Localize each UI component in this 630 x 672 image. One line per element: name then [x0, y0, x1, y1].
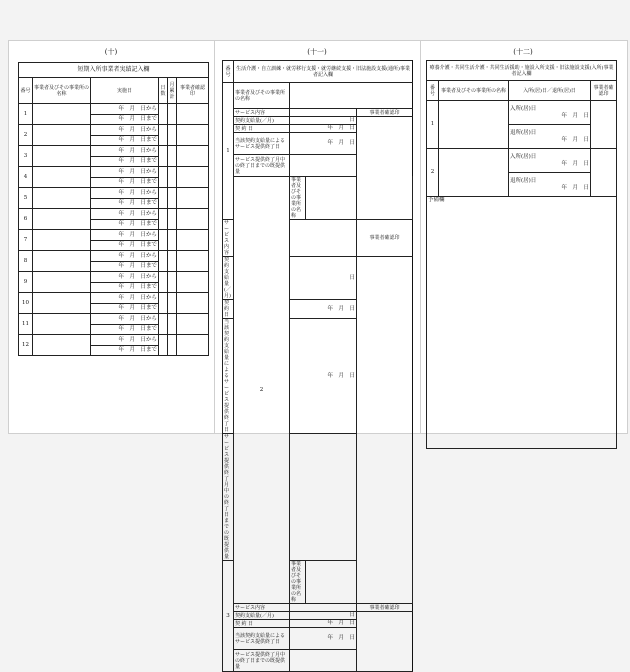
row-number: 3: [19, 146, 33, 167]
end-date-cell[interactable]: 年 月 日: [290, 628, 357, 650]
service-label: サービス内容: [223, 220, 234, 257]
period-from-cell[interactable]: 年 月 日から: [91, 335, 159, 346]
provider-name-cell[interactable]: [439, 101, 509, 149]
supplied-qty-cell[interactable]: [290, 650, 357, 672]
contract-date-cell[interactable]: 年 月 日: [290, 300, 357, 319]
residential-rows: [427, 101, 617, 197]
provider-name-cell[interactable]: [306, 177, 413, 220]
confirm-seal-cell[interactable]: [177, 335, 209, 356]
days-cell[interactable]: [159, 146, 168, 167]
confirm-label: 事業者確認印: [357, 220, 413, 257]
col-number: 番号: [19, 78, 33, 104]
confirm-seal-cell[interactable]: [177, 272, 209, 293]
provider-name-label: 事業者及びその事業所の名称: [290, 561, 306, 604]
col-monthly-total: 月累計: [168, 78, 177, 104]
period-from-cell[interactable]: 年 月 日から: [91, 209, 159, 220]
row-number: 1: [427, 101, 439, 149]
block-number: 1: [223, 83, 234, 220]
supplied-qty-label: サービス提供終了月中の終了日までの既提供量: [234, 155, 290, 177]
provider-name-cell[interactable]: [33, 314, 91, 335]
col-entry-exit: 入所(居)日／退所(居)日: [509, 81, 591, 101]
confirm-label: 事業者確認印: [357, 604, 413, 612]
monthly-total-cell[interactable]: [168, 335, 177, 356]
exit-date: 年 月 日: [561, 136, 589, 143]
block-number: 3: [223, 561, 234, 672]
end-date-cell[interactable]: 年 月 日: [290, 133, 357, 155]
contract-date-label: 契約日: [223, 300, 234, 319]
days-cell[interactable]: [159, 188, 168, 209]
row-number: 11: [19, 314, 33, 335]
provider-name-cell[interactable]: [33, 209, 91, 230]
days-cell[interactable]: [159, 125, 168, 146]
end-date-label: 当該契約支給量によるサービス提供終了日: [234, 628, 290, 650]
entry-date: 年 月 日: [561, 112, 589, 119]
provider-name-cell[interactable]: [306, 561, 413, 604]
period-from-cell[interactable]: 年 月 日から: [91, 251, 159, 262]
supplied-qty-label: サービス提供終了月中の終了日までの既提供量: [223, 434, 234, 561]
monthly-total-cell[interactable]: [168, 146, 177, 167]
day-service-table: [222, 60, 413, 672]
confirm-seal-cell[interactable]: [177, 209, 209, 230]
entry-label: 入所(居)日: [510, 106, 537, 112]
period-to-cell[interactable]: 年 月 日まで: [91, 282, 159, 293]
period-from-cell[interactable]: 年 月 日から: [91, 167, 159, 178]
confirm-seal-cell[interactable]: [177, 146, 209, 167]
period-from-cell[interactable]: 年 月 日から: [91, 314, 159, 325]
day-service-blocks: [223, 83, 413, 672]
monthly-total-cell[interactable]: [168, 230, 177, 251]
period-to-cell[interactable]: 年 月 日まで: [91, 240, 159, 251]
row-number: 10: [19, 293, 33, 314]
notes-label: 予備欄: [428, 197, 445, 203]
monthly-total-cell[interactable]: [168, 209, 177, 230]
supplied-qty-label: サービス提供終了月中の終了日までの既提供量: [234, 650, 290, 672]
period-from-cell[interactable]: 年 月 日から: [91, 146, 159, 157]
supplied-qty-cell[interactable]: [290, 434, 357, 561]
residential-table: [426, 60, 617, 449]
confirm-seal-cell[interactable]: [177, 188, 209, 209]
day-service-title: 生活介護・自立訓練・就労移行支援・就労継続支援・旧法施設支援(通所)事業者記入欄: [234, 61, 413, 83]
provider-name-cell[interactable]: [33, 125, 91, 146]
end-date-label: 当該契約支給量によるサービス提供終了日: [234, 133, 290, 155]
contract-qty-cell[interactable]: 日: [290, 117, 357, 125]
monthly-total-cell[interactable]: [168, 272, 177, 293]
col-period: 実施日: [91, 78, 159, 104]
provider-name-cell[interactable]: [33, 167, 91, 188]
period-to-cell[interactable]: 年 月 日まで: [91, 114, 159, 125]
monthly-total-cell[interactable]: [168, 167, 177, 188]
contract-date-label: 契約日: [234, 620, 290, 628]
confirm-seal-cell[interactable]: [357, 257, 413, 604]
notes-box: [427, 197, 617, 449]
days-cell[interactable]: [159, 314, 168, 335]
entry-label: 入所(居)日: [510, 154, 537, 160]
days-cell[interactable]: [159, 272, 168, 293]
period-from-cell[interactable]: 年 月 日から: [91, 125, 159, 136]
contract-qty-label: 契約支給量(／月): [223, 257, 234, 300]
contract-qty-cell[interactable]: 日: [290, 257, 357, 300]
confirm-seal-cell[interactable]: [177, 125, 209, 146]
provider-name-label: 事業者及びその事業所の名称: [290, 177, 306, 220]
row-number: 9: [19, 272, 33, 293]
confirm-label: 事業者確認印: [357, 109, 413, 117]
service-label: サービス内容: [234, 604, 290, 612]
service-cell[interactable]: [290, 220, 357, 257]
period-to-cell[interactable]: 年 月 日まで: [91, 135, 159, 146]
exit-date: 年 月 日: [561, 184, 589, 191]
confirm-seal-cell[interactable]: [357, 612, 413, 672]
confirm-seal-cell[interactable]: [177, 104, 209, 125]
monthly-total-cell[interactable]: [168, 314, 177, 335]
end-date-cell[interactable]: 年 月 日: [290, 319, 357, 434]
days-cell[interactable]: [159, 104, 168, 125]
col-days: 日数: [159, 78, 168, 104]
contract-date-cell[interactable]: 年 月 日: [290, 125, 357, 133]
provider-name-label: 事業者及びその事業所の名称: [234, 83, 290, 109]
monthly-total-cell[interactable]: [168, 251, 177, 272]
row-number: 12: [19, 335, 33, 356]
confirm-seal-cell[interactable]: [177, 167, 209, 188]
contract-qty-label: 契約支給量(／月): [234, 612, 290, 620]
short-stay-title: 短期入所事業者実績記入欄: [19, 63, 209, 78]
contract-date-label: 契約日: [234, 125, 290, 133]
days-cell[interactable]: [159, 209, 168, 230]
page-12-number: (十二): [513, 48, 533, 56]
provider-name-cell[interactable]: [33, 104, 91, 125]
block-number: 2: [234, 177, 290, 604]
row-number: 7: [19, 230, 33, 251]
exit-label: 退所(居)日: [510, 178, 537, 184]
period-to-cell[interactable]: 年 月 日まで: [91, 198, 159, 209]
monthly-total-cell[interactable]: [168, 188, 177, 209]
days-cell[interactable]: [159, 167, 168, 188]
days-cell[interactable]: [159, 293, 168, 314]
period-from-cell[interactable]: 年 月 日から: [91, 230, 159, 241]
monthly-total-cell[interactable]: [168, 125, 177, 146]
end-date-label: 当該契約支給量によるサービス提供終了日: [223, 319, 234, 434]
period-to-cell[interactable]: 年 月 日まで: [91, 156, 159, 167]
provider-name-cell[interactable]: [33, 188, 91, 209]
period-from-cell[interactable]: 年 月 日から: [91, 272, 159, 283]
entry-date-cell[interactable]: [509, 149, 591, 173]
days-cell[interactable]: [159, 251, 168, 272]
row-number: 2: [19, 125, 33, 146]
monthly-total-cell[interactable]: [168, 104, 177, 125]
service-label: サービス内容: [234, 109, 290, 117]
days-cell[interactable]: [159, 335, 168, 356]
service-cell[interactable]: [290, 604, 357, 612]
provider-name-cell[interactable]: [33, 293, 91, 314]
period-to-cell[interactable]: 年 月 日まで: [91, 261, 159, 272]
page-10-number: (十): [104, 48, 118, 56]
period-from-cell[interactable]: 年 月 日から: [91, 293, 159, 304]
contract-qty-cell[interactable]: 日: [290, 612, 357, 620]
col-confirm-seal: 事業者確認印: [177, 78, 209, 104]
contract-date-cell[interactable]: 年 月 日: [290, 620, 357, 628]
confirm-seal-cell[interactable]: [177, 251, 209, 272]
supplied-qty-cell[interactable]: [290, 155, 357, 177]
confirm-seal-cell[interactable]: [177, 293, 209, 314]
period-to-cell[interactable]: 年 月 日まで: [91, 303, 159, 314]
provider-name-cell[interactable]: [33, 230, 91, 251]
entry-date: 年 月 日: [561, 160, 589, 167]
col-number: 番号: [427, 81, 439, 101]
days-cell[interactable]: [159, 230, 168, 251]
col-provider-name: 事業者及びその事業所の名称: [33, 78, 91, 104]
period-to-cell[interactable]: 年 月 日まで: [91, 345, 159, 356]
page-11-number: (十一): [307, 48, 327, 56]
period-from-cell[interactable]: 年 月 日から: [91, 104, 159, 115]
confirm-seal-cell[interactable]: [177, 314, 209, 335]
provider-name-cell[interactable]: [439, 149, 509, 197]
short-stay-table: [18, 62, 209, 356]
row-number: 4: [19, 167, 33, 188]
row-number: 5: [19, 188, 33, 209]
row-number: 1: [19, 104, 33, 125]
residential-title: 療養介護・共同生活介護・共同生活援助・施設入所支援・旧法施設支援(入所)事業者記入欄: [427, 61, 617, 81]
provider-name-cell[interactable]: [290, 83, 413, 109]
row-number: 6: [19, 209, 33, 230]
period-to-cell[interactable]: 年 月 日まで: [91, 219, 159, 230]
exit-date-cell[interactable]: [509, 173, 591, 197]
short-stay-rows: [19, 104, 209, 356]
provider-name-cell[interactable]: [33, 272, 91, 293]
period-to-cell[interactable]: 年 月 日まで: [91, 177, 159, 188]
provider-name-cell[interactable]: [33, 146, 91, 167]
confirm-seal-cell[interactable]: [591, 101, 617, 149]
contract-qty-label: 契約支給量(／月): [234, 117, 290, 125]
exit-date-cell[interactable]: [509, 125, 591, 149]
entry-date-cell[interactable]: [509, 101, 591, 125]
service-cell[interactable]: [290, 109, 357, 117]
confirm-seal-cell[interactable]: [591, 149, 617, 197]
period-to-cell[interactable]: 年 月 日まで: [91, 324, 159, 335]
confirm-seal-cell[interactable]: [177, 230, 209, 251]
row-number: 8: [19, 251, 33, 272]
exit-label: 退所(居)日: [510, 130, 537, 136]
col-confirm-seal: 事業者確認印: [591, 81, 617, 101]
col-number: 番号: [223, 61, 234, 83]
provider-name-cell[interactable]: [33, 335, 91, 356]
monthly-total-cell[interactable]: [168, 293, 177, 314]
provider-name-cell[interactable]: [33, 251, 91, 272]
period-from-cell[interactable]: 年 月 日から: [91, 188, 159, 199]
row-number: 2: [427, 149, 439, 197]
col-provider-name: 事業者及びその事業所の名称: [439, 81, 509, 101]
